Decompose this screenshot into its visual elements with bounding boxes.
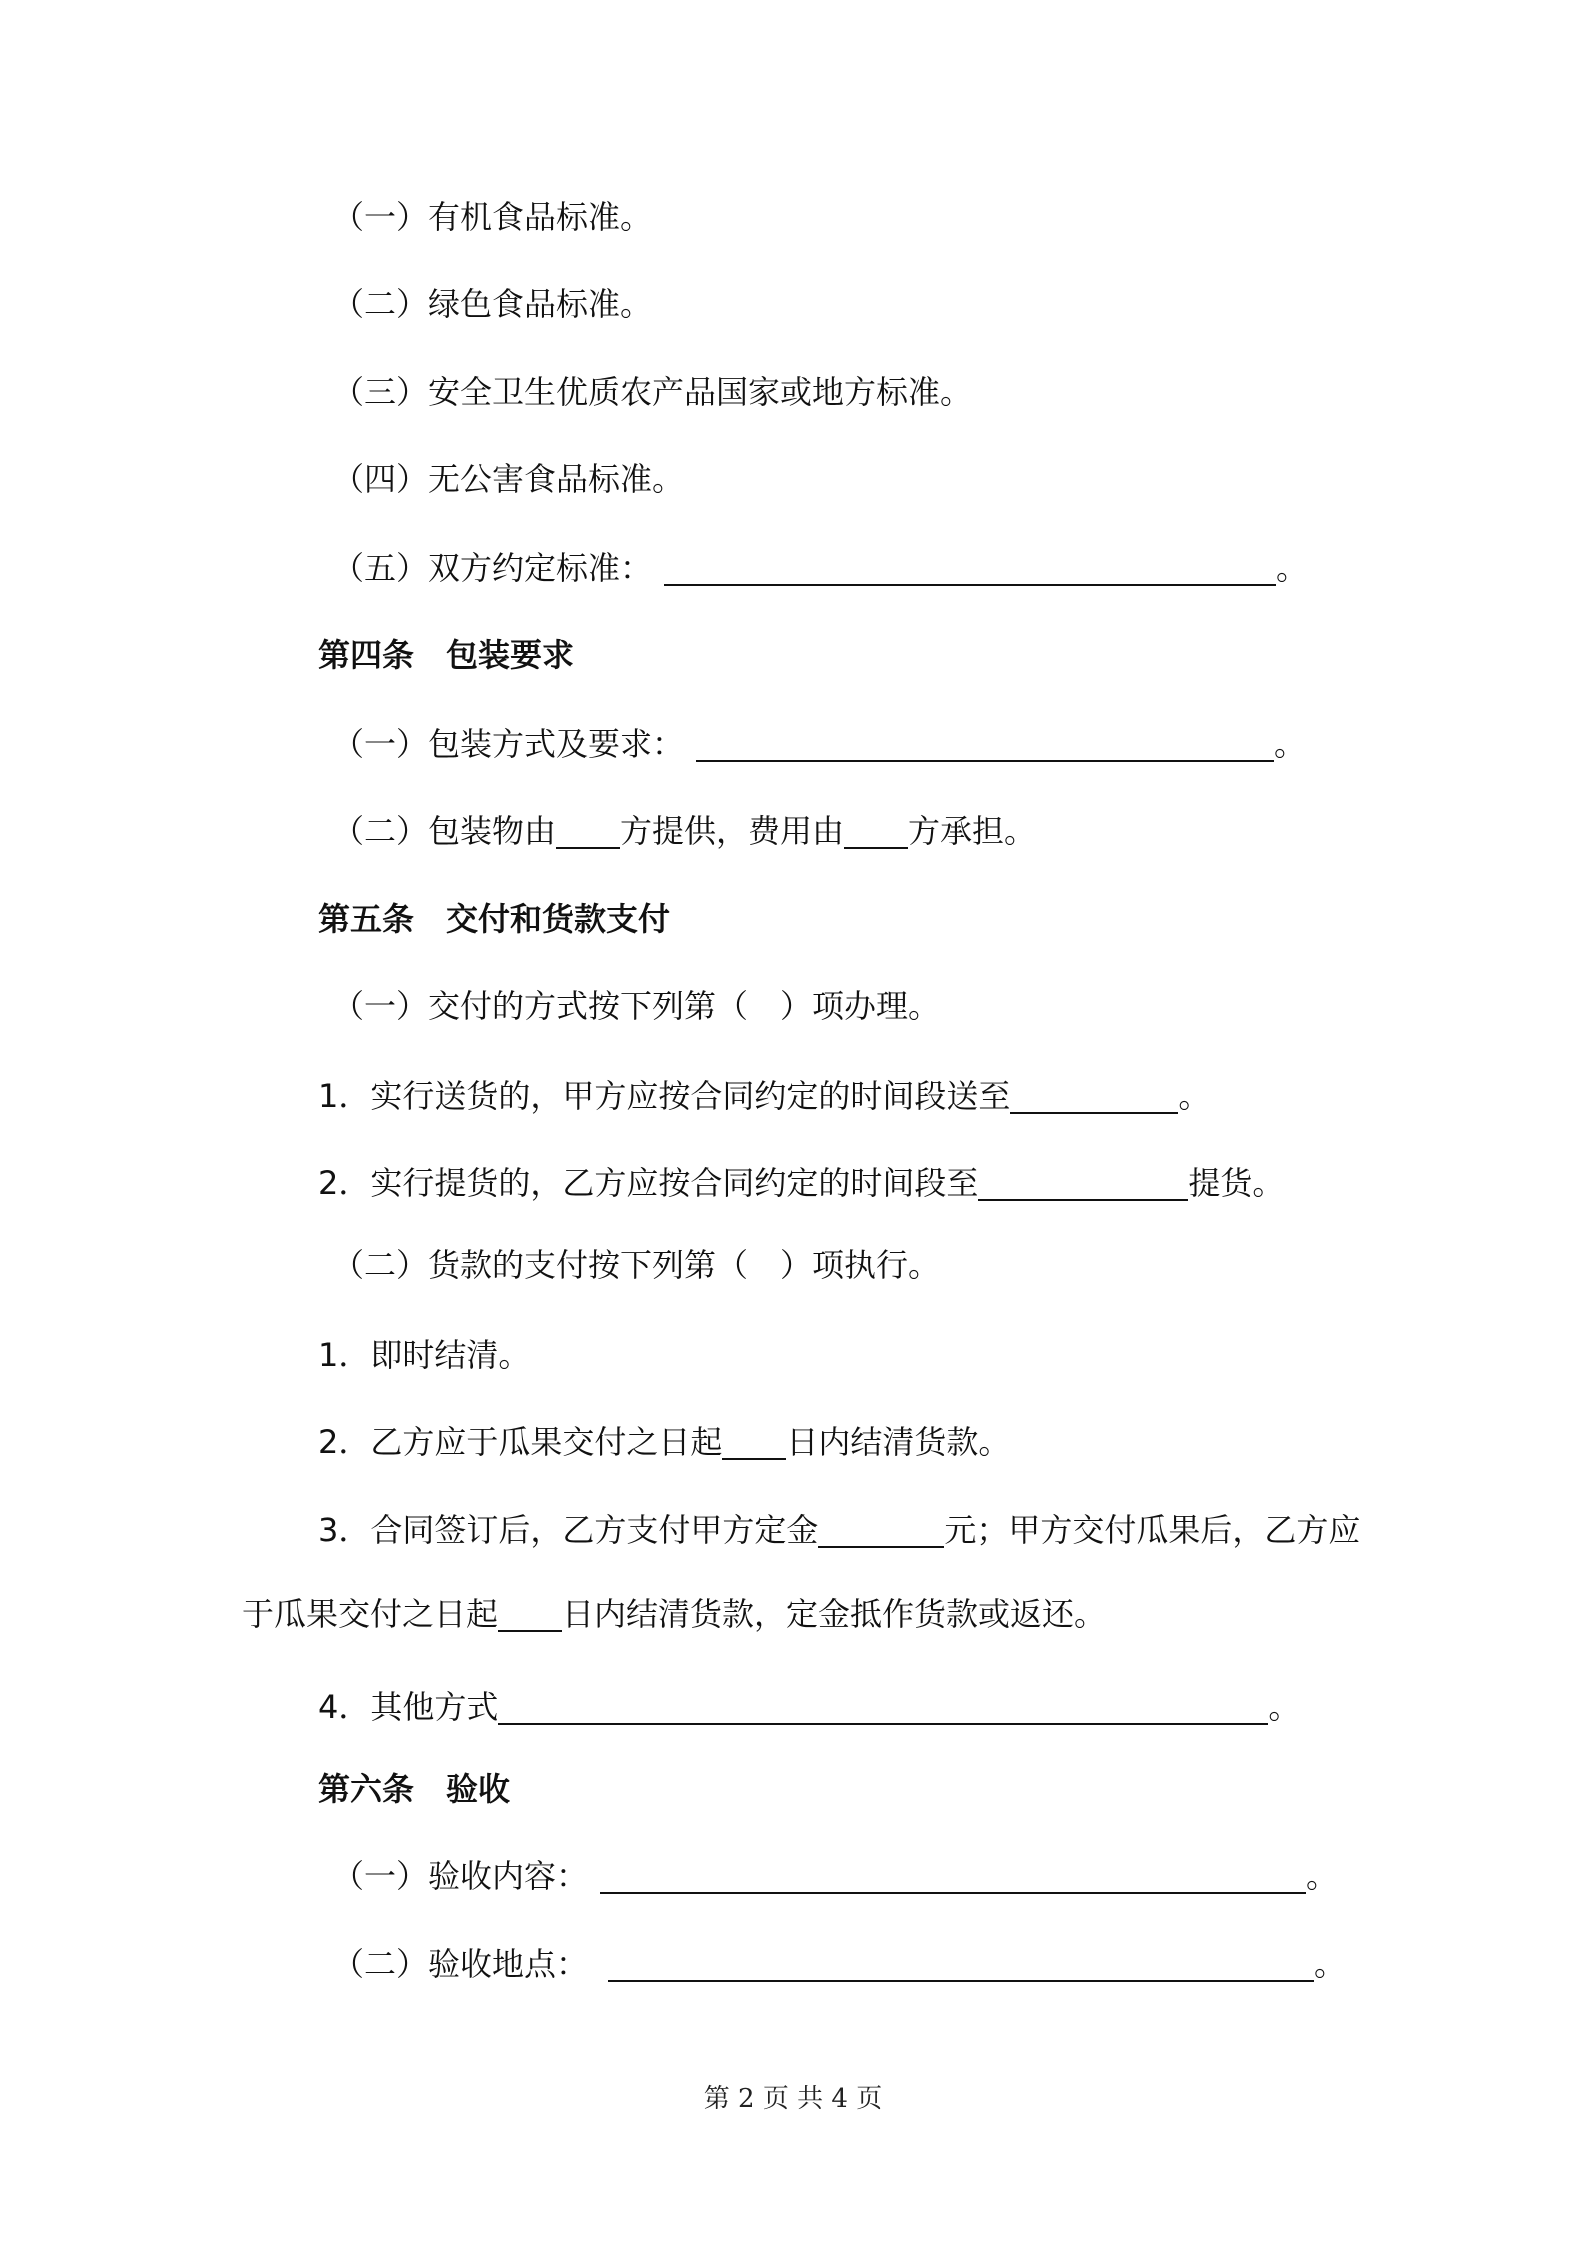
payment-option-2-b: 日内结清货款。: [786, 1423, 1011, 1461]
settlement-days-blank[interactable]: [722, 1414, 786, 1460]
payment-option-2-a: 2．乙方应于瓜果交付之日起: [318, 1423, 723, 1461]
article-4-heading: [318, 627, 574, 683]
payment-option-1: [318, 1327, 530, 1383]
inspection-item-1-label: （一）验收内容：: [332, 1857, 589, 1895]
inspection-content-blank[interactable]: [600, 1848, 1306, 1894]
packaging-method-blank[interactable]: [696, 716, 1274, 762]
payment-intro-text: （二）货款的支付按下列第（ ）项执行。: [332, 1246, 941, 1284]
standard-item-4: [332, 451, 684, 507]
article-6-heading: [318, 1761, 510, 1817]
inspection-item-2-end: 。: [1314, 1945, 1347, 1983]
packaging-item-2-c: 方承担。: [908, 812, 1037, 850]
deposit-amount-blank[interactable]: [818, 1502, 944, 1548]
packaging-cost-blank[interactable]: [844, 803, 908, 849]
payment-option-3-line-1: [318, 1502, 1360, 1558]
packaging-item-2-b: 方提供，费用由: [620, 812, 845, 850]
deposit-settlement-days-blank[interactable]: [498, 1586, 562, 1632]
packaging-provider-blank[interactable]: [556, 803, 620, 849]
delivery-intro: [332, 978, 940, 1034]
standard-item-1: [332, 189, 652, 245]
page-footer: [0, 2078, 1586, 2115]
payment-option-3-c: 于瓜果交付之日起: [242, 1595, 499, 1633]
standard-item-5-label: （五）双方约定标准：: [332, 549, 653, 587]
article-4-number: 第四条: [318, 636, 415, 674]
payment-option-3-line-2: [242, 1586, 1106, 1642]
delivery-option-2-text: 2．实行提货的，乙方应按合同约定的时间段至: [318, 1164, 979, 1202]
inspection-item-2-label: （二）验收地点：: [332, 1945, 589, 1983]
payment-option-4-end: 。: [1268, 1688, 1301, 1726]
standard-item-5: [332, 540, 1308, 596]
delivery-option-2: [318, 1155, 1284, 1211]
payment-option-4: [318, 1679, 1300, 1735]
standard-item-2-text: （二）绿色食品标准。: [332, 285, 653, 323]
standard-item-3: [332, 364, 972, 420]
packaging-item-1: [332, 716, 1306, 772]
article-6-title: 验收: [446, 1770, 511, 1808]
article-5-title: 交付和货款支付: [446, 900, 671, 938]
inspection-location-blank[interactable]: [608, 1936, 1314, 1982]
delivery-intro-text: （一）交付的方式按下列第（ ）项办理。: [332, 987, 941, 1025]
article-5-heading: [318, 891, 670, 947]
article-4-title: 包装要求: [446, 636, 575, 674]
delivery-option-1: [318, 1068, 1210, 1124]
inspection-item-1-end: 。: [1306, 1857, 1339, 1895]
inspection-item-2: [332, 1936, 1346, 1992]
standard-item-5-end: 。: [1276, 549, 1309, 587]
standard-item-4-text: （四）无公害食品标准。: [332, 460, 685, 498]
payment-option-1-text: 1．即时结清。: [318, 1336, 531, 1374]
pickup-location-blank[interactable]: [978, 1155, 1188, 1201]
packaging-item-2-a: （二）包装物由: [332, 812, 557, 850]
delivery-option-1-text: 1．实行送货的，甲方应按合同约定的时间段送至: [318, 1077, 1011, 1115]
payment-intro: [332, 1237, 940, 1293]
standard-item-3-text: （三）安全卫生优质农产品国家或地方标准。: [332, 373, 973, 411]
other-payment-method-blank[interactable]: [498, 1679, 1268, 1725]
page-number: 第 2 页 共 4 页: [703, 2084, 883, 2114]
payment-option-2: [318, 1414, 1010, 1470]
payment-option-4-text: 4．其他方式: [318, 1688, 499, 1726]
inspection-item-1: [332, 1848, 1338, 1904]
payment-option-3-d: 日内结清货款，定金抵作货款或返还。: [562, 1595, 1107, 1633]
packaging-item-2: [332, 803, 1036, 859]
article-5-number: 第五条: [318, 900, 415, 938]
agreed-standard-blank[interactable]: [664, 540, 1276, 586]
payment-option-3-a: 3．合同签订后，乙方支付甲方定金: [318, 1511, 819, 1549]
delivery-option-2-end: 提货。: [1188, 1164, 1285, 1202]
payment-option-3-b: 元；甲方交付瓜果后，乙方应: [944, 1511, 1361, 1549]
article-6-number: 第六条: [318, 1770, 415, 1808]
delivery-option-1-end: 。: [1178, 1077, 1211, 1115]
delivery-destination-blank[interactable]: [1010, 1068, 1178, 1114]
packaging-item-1-end: 。: [1274, 725, 1307, 763]
standard-item-2: [332, 276, 652, 332]
standard-item-1-text: （一）有机食品标准。: [332, 198, 653, 236]
packaging-item-1-label: （一）包装方式及要求：: [332, 725, 685, 763]
